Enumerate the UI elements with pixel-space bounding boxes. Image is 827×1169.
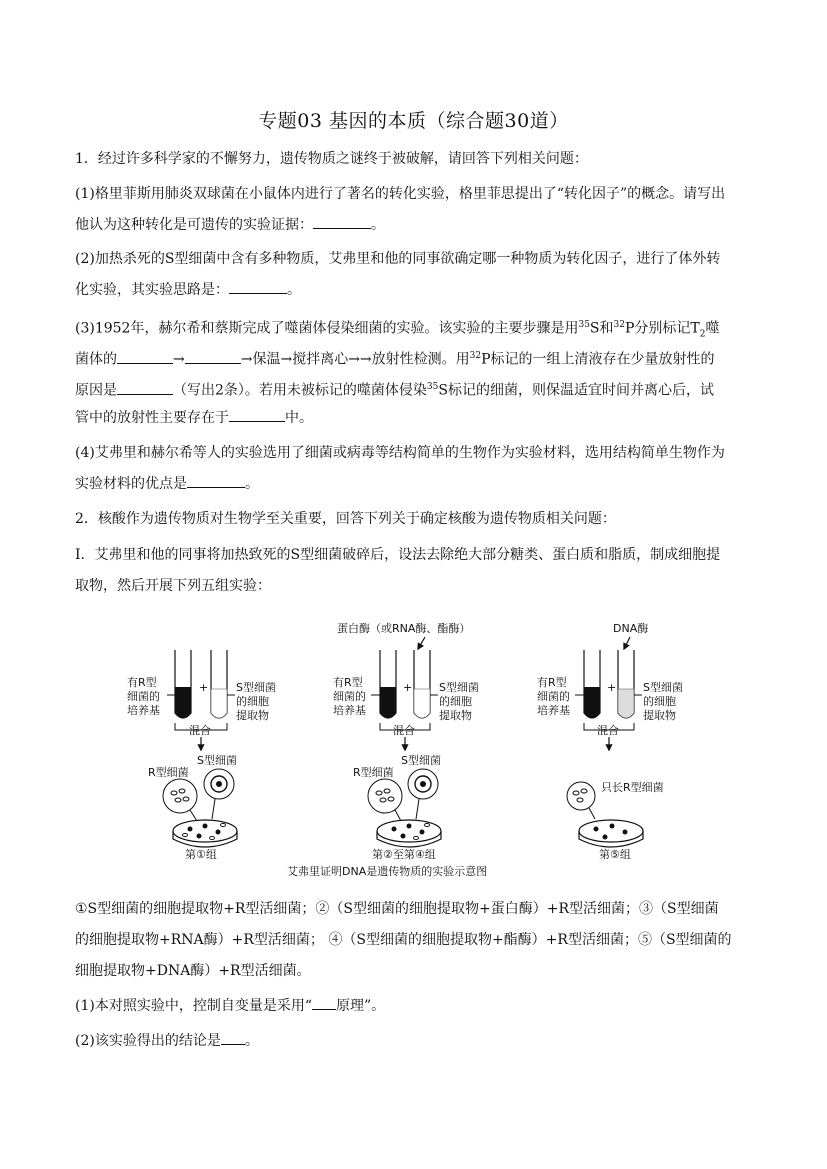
svg-text:的细胞: 的细胞 [643, 695, 676, 708]
svg-text:S型细菌: S型细菌 [643, 681, 683, 694]
q2-intro-line2: 取物，然后开展下列五组实验： [75, 578, 271, 594]
answer-blank[interactable] [312, 994, 336, 1010]
svg-text:细菌的: 细菌的 [127, 690, 160, 703]
svg-text:提取物: 提取物 [643, 709, 676, 722]
plus-sign: + [199, 681, 209, 694]
q2-intro-line1: I．艾弗里和他的同事将加热致死的S型细菌破碎后，设法去除绝大部分糖类、蛋白质和脂质，制成细胞提 [75, 547, 721, 563]
answer-blank[interactable] [313, 213, 371, 229]
tube-label-s-extract: S型细菌 [236, 681, 276, 694]
answer-blank[interactable] [221, 1029, 245, 1045]
answer-blank[interactable] [229, 406, 285, 422]
s-cell-label: S型细菌 [197, 754, 237, 767]
q1-part1-text: 他认为这种转化是可遗传的实验证据： [75, 217, 313, 233]
q1-stem: 1．经过许多科学家的不懈努力，遗传物质之谜终于被破解，请回答下列相关问题： [75, 151, 588, 167]
mix-label: 混合 [189, 724, 211, 737]
group-2-4-setup [333, 621, 479, 750]
svg-text:+: + [607, 681, 617, 694]
only-r-label: 只长R型细菌 [601, 781, 664, 794]
svg-text:混合: 混合 [597, 724, 619, 737]
answer-blank[interactable] [117, 379, 173, 395]
q2-stem: 2．核酸作为遗传物质对生物学至关重要，回答下列关于确定核酸为遗传物质相关问题： [75, 511, 616, 527]
q2-groups-line3: 细胞提取物+DNA酶）+R型活细菌。 [75, 963, 311, 979]
q2-sub1: (1)本对照实验中，控制自变量是采用“ 原理”。 [75, 992, 755, 1021]
enzyme-label-protease: 蛋白酶（或RNA酶、酯酶） [337, 622, 471, 635]
q1-part2-line1: (2)加热杀死的S型细菌中含有多种物质，艾弗里和他的同事欲确定哪一种物质为转化因子，进行了体外转 [75, 251, 721, 267]
group-5-label: 第⑤组 [599, 848, 631, 861]
q1-part3-line3: 原因是 （写出2条）。若用未被标记的噬菌体侵染$^{35}$S标记的细菌，则保温适宜时间并离心后，试 [75, 373, 755, 406]
group-2-4-result [287, 753, 487, 878]
svg-text:R型细菌: R型细菌 [353, 766, 394, 779]
diagram-caption: 艾弗里证明DNA是遗传物质的实验示意图 [287, 865, 488, 878]
answer-blank[interactable] [187, 472, 245, 488]
svg-text:混合: 混合 [393, 724, 415, 737]
group-5-result [567, 780, 664, 861]
svg-text:提取物: 提取物 [439, 709, 472, 722]
tube-label-r-medium: 有R型 [127, 676, 157, 689]
svg-text:有R型: 有R型 [333, 676, 363, 689]
svg-text:培养基: 培养基 [537, 704, 570, 717]
q1-part1-line2: 他认为这种转化是可遗传的实验证据： 。 [75, 211, 755, 240]
svg-text:的细胞: 的细胞 [236, 695, 269, 708]
q1-part4-line2: 实验材料的优点是 。 [75, 470, 755, 499]
group-2-4-label: 第②至第④组 [372, 848, 436, 861]
svg-text:+: + [403, 681, 413, 694]
answer-blank[interactable] [229, 278, 287, 294]
q1-part3-line2: 菌体的 → →保温→搅拌离心→→放射性检测。用$^{32}$P标记的一组上清液存在少量放射性的 [75, 342, 755, 375]
q1-part3-line4: 管中的放射性主要存在于 中。 [75, 404, 755, 433]
enzyme-label-dnase: DNA酶 [613, 622, 649, 635]
q1-part1-line1: (1)格里菲斯用肺炎双球菌在小鼠体内进行了著名的转化实验，格里菲思提出了“转化因子”的概念。请写出 [75, 186, 726, 202]
group-1-label: 第①组 [185, 848, 217, 861]
svg-text:S型细菌: S型细菌 [439, 681, 479, 694]
group-1-result [148, 753, 237, 861]
group-5-setup [537, 621, 683, 750]
answer-blank[interactable] [117, 348, 173, 364]
svg-text:有R型: 有R型 [537, 676, 567, 689]
q2-groups-line1: ①S型细菌的细胞提取物+R型活细菌；②（S型细菌的细胞提取物+蛋白酶）+R型活细菌；③（S型细菌 [75, 901, 719, 917]
svg-text:的细胞: 的细胞 [439, 695, 472, 708]
svg-text:培养基: 培养基 [333, 704, 366, 717]
svg-text:培养基: 培养基 [127, 704, 160, 717]
group-1-setup [127, 650, 276, 750]
q2-sub2: (2)该实验得出的结论是 。 [75, 1027, 755, 1056]
answer-blank[interactable] [185, 348, 241, 364]
q1-part4-line1: (4)艾弗里和赫尔希等人的实验选用了细菌或病毒等结构简单的生物作为实验材料，选用结构简单生物作为 [75, 445, 725, 461]
q1-part2-line2: 化实验，其实验思路是： 。 [75, 276, 755, 305]
svg-text:细菌的: 细菌的 [537, 690, 570, 703]
q1-part3-line1: (3)1952年，赫尔希和蔡斯完成了噬菌体侵染细菌的实验。该实验的主要步骤是用$^{35}$S和$^{32}$P分别标记$T_2$噬 [75, 320, 720, 340]
page-title: 专题03 基因的本质（综合题30道） [258, 110, 569, 132]
svg-text:细菌的: 细菌的 [333, 690, 366, 703]
svg-text:提取物: 提取物 [236, 709, 269, 722]
r-cell-label: R型细菌 [148, 766, 189, 779]
svg-text:S型细菌: S型细菌 [401, 754, 441, 767]
q2-groups-line2: 的细胞提取物+RNA酶）+R型活细菌； ④（S型细菌的细胞提取物+酯酶）+R型活细菌；⑤（S型细菌的 [75, 932, 732, 948]
experiment-diagram [115, 613, 715, 883]
